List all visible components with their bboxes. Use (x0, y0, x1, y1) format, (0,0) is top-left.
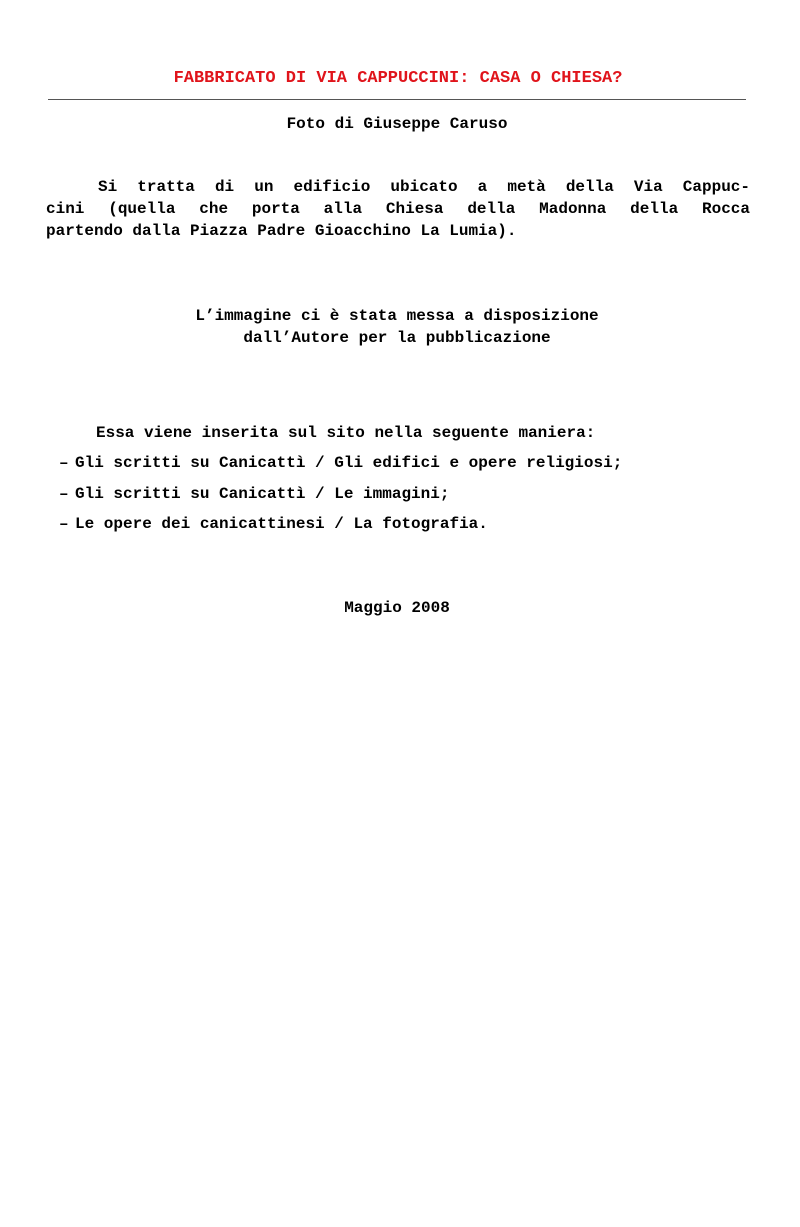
intro-line: cini (quella che porta alla Chiesa della Madonna della Rocca (46, 200, 750, 218)
dash-bullet: – (59, 515, 69, 533)
placement-list (59, 452, 622, 544)
list-item (59, 483, 622, 514)
dash-bullet: – (59, 484, 69, 503)
list-item (59, 513, 622, 544)
document-date: Maggio 2008 (344, 599, 450, 617)
intro-paragraph (46, 176, 750, 242)
list-item (59, 452, 622, 483)
note-line: L’immagine ci è stata messa a disposizione (195, 307, 599, 325)
title-divider (48, 99, 746, 100)
intro-line: partendo dalla Piazza Padre Gioacchino La Lumia). (46, 222, 517, 240)
intro-line: Si tratta di un edificio ubicato a metà della Via Cappuc- (98, 178, 750, 196)
availability-note (0, 305, 794, 349)
document-title: FABBRICATO DI VIA CAPPUCCINI: CASA O CHIESA? (173, 69, 623, 88)
list-item-text: Gli scritti su Canicattì / Le immagini; (75, 484, 450, 503)
photo-credit: Foto di Giuseppe Caruso (286, 115, 508, 133)
list-item-text: Gli scritti su Canicattì / Gli edifici e opere religiosi; (75, 454, 623, 472)
placement-lead: Essa viene inserita sul sito nella seguente maniera: (96, 424, 596, 442)
note-line: dall’Autore per la pubblicazione (243, 329, 551, 347)
dash-bullet: – (59, 454, 69, 472)
list-item-text: Le opere dei canicattinesi / La fotografia. (75, 515, 488, 533)
